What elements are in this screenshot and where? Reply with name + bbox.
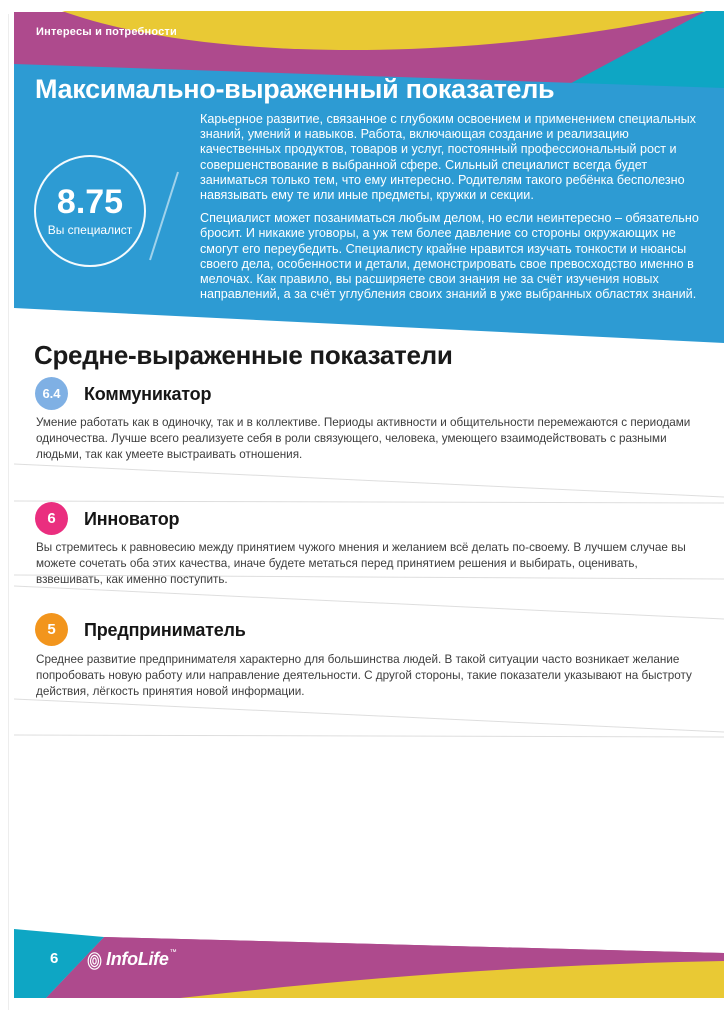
score-badge-innovator: 6 [35,502,68,535]
score-label: Вы специалист [47,223,133,237]
brand-name: InfoLife [106,949,169,969]
indicator-name-entrepreneur: Предприниматель [84,620,246,640]
indicator-description-communicator: Умение работать как в одиночку, так и в коллективе. Периоды активности и общительности перемежаются с периодами одиночества. Лучше всего реализуете себя в роли связующего, человека, умеющего взаимодействовать с разными людьми, так как умеете выстраивать отношения. [36,416,691,461]
max-indicator-paragraph-2: Специалист может позаниматься любым делом, но если неинтересно – обязательно бросит. И никакие уговоры, а уж тем более давление со стороны окружающих не смогут его переубедить. Специалисту крайне нравится изучать тонкости и нюансы своего дела, особенности и детали, демонстрировать свое превосходство именно в мелочах. Как правило, вы расширяете свои знания не за счёт изучения новых направлений, а за счёт углубления своих знаний в уже выбранных областях знаний. [200,211,699,302]
score-circle [34,155,146,267]
brand-logo [86,948,176,971]
page-title: Максимально-выраженный показатель [35,74,555,104]
indicator-description-entrepreneur: Среднее развитие предпринимателя характерно для большинства людей. В такой ситуации часто возникает желание попробовать новую работу или направление деятельности. С другой стороны, такие показатели указывают на быстроту действия, лёгкость принятия новой информации. [36,653,692,698]
trademark-symbol: ™ [169,949,177,956]
max-indicator-text [200,112,700,310]
score-value: 8.75 [56,183,124,221]
section-title: Средне-выраженные показатели [34,340,453,370]
page-number: 6 [50,950,59,967]
section-divider-3 [14,699,724,737]
max-indicator-paragraph-1: Карьерное развитие, связанное с глубоким освоением и применением специальных знаний, умений и навыков. Работа, включающая создание и реализацию качественных продуктов, товаров и услуг, постоянный профессиональный рост и совершенствование в выбранной сфере. Сильный специалист всегда будет заниматься только тем, что ему интересно. Родителям такого ребёнка бесполезно навязывать ему те или иные предметы, кружки и секции. [200,112,696,203]
fingerprint-icon [86,951,103,971]
section-divider-1 [14,464,724,503]
score-badge-communicator: 6.4 [35,377,68,410]
score-badge-entrepreneur: 5 [35,613,68,646]
indicator-description-innovator: Вы стремитесь к равновесию между принятием чужого мнения и желанием всё делать по-своему. В лучшем случае вы можете сочетать оба этих качества, иначе будете метаться перед принятием решения и выбирать, оценивать, взвешивать, как именно поступить. [36,541,686,586]
breadcrumb: Интересы и потребности [36,26,177,38]
indicator-name-innovator: Инноватор [84,509,180,529]
indicator-name-communicator: Коммуникатор [84,384,212,404]
